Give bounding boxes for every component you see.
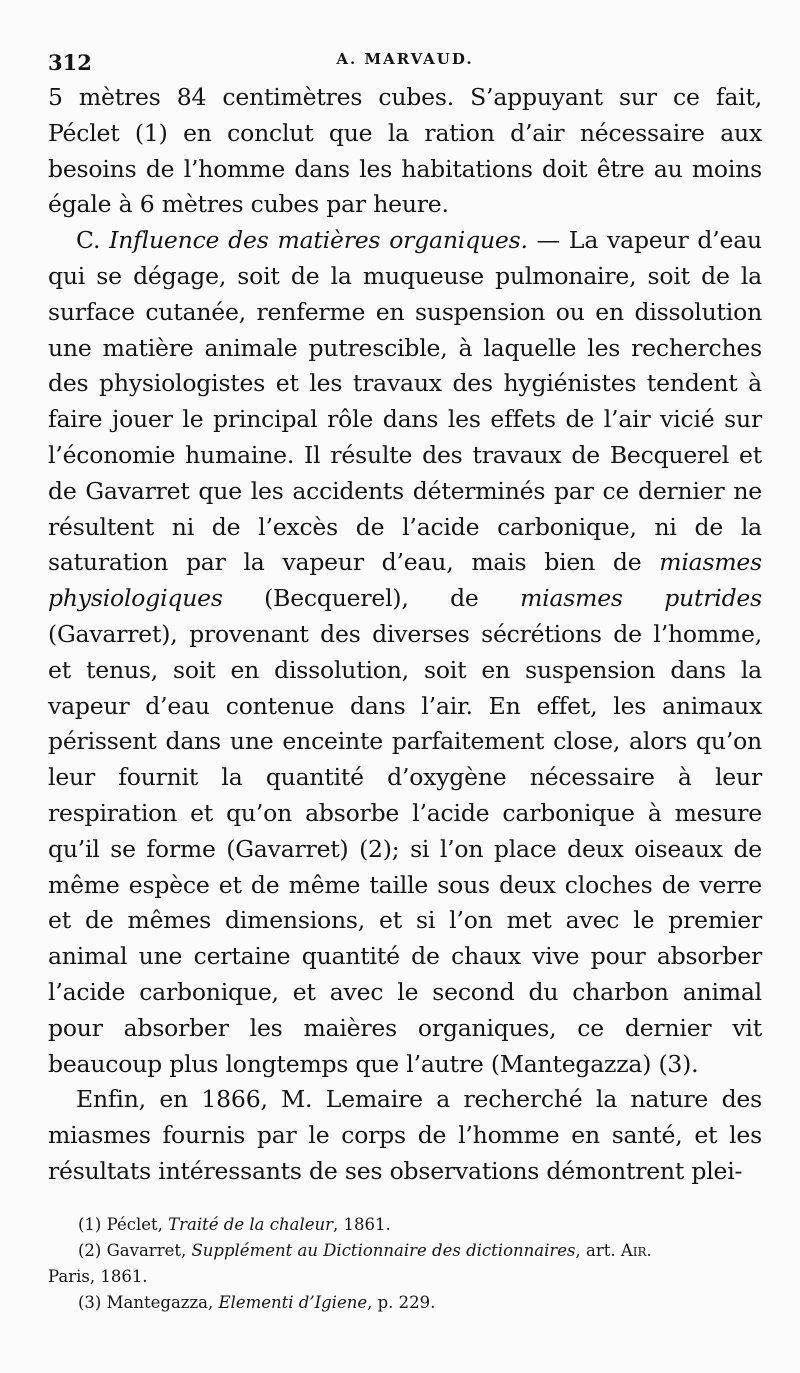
footnote-1-details: , 1861.: [333, 1214, 391, 1234]
footnote-3-author: Mantegazza,: [106, 1292, 219, 1312]
footnote-1: [48, 1212, 762, 1238]
paragraph-2-text-a: — La vapeur d’eau qui se dégage, soit de la muqueuse pulmonaire, soit de la surface cutanée, renferme en suspension ou en dissolution une matière animale putrescible, à laquelle les recherches des physiologistes et les travaux des hygiénistes tendent à faire jouer le principal rôle dans les effets de l’air vicié sur l’économie humaine. Il résulte des travaux de Becquerel et de Gavarret que les accidents déterminés par ce dernier ne résultent ni de l’excès de l’acide carbonique, ni de la saturation par la vapeur d’eau, mais bien de: [48, 226, 762, 577]
footnote-1-number: (1): [78, 1214, 107, 1234]
running-title: A. MARVAUD.: [336, 50, 474, 68]
footnote-2-article: Air: [620, 1240, 647, 1260]
paragraph-2: [48, 223, 762, 1082]
footnote-2-continuation: Paris, 1861.: [48, 1266, 148, 1286]
paragraph-2-text-c: (Gavarret), provenant des diverses sécrétions de l’homme, et tenus, soit en dissolution, soit en suspension dans la vapeur d’eau contenue dans l’air. En effet, les animaux périssent dans une enceinte parfaitement close, alors qu’on leur fournit la quantité d’oxygène nécessaire à leur respiration et qu’on absorbe l’acide carbonique à mesure qu’il se forme (Gavarret) (2); si l’on place deux oiseaux de même espèce et de même taille sous deux cloches de verre et de mêmes dimensions, et si l’on met avec le premier animal une certaine quantité de chaux vive pour absorber l’acide carbonique, et avec le second du charbon animal pour absorber les maières organiques, ce dernier vit beaucoup plus longtemps que l’autre (Mantegazza) (3).: [48, 619, 762, 1078]
paragraph-1: 5 mètres 84 centimètres cubes. S’appuyant sur ce fait, Péclet (1) en conclut que la ration d’air nécessaire aux besoins de l’homme dans les habitations doit être au moins égale à 6 mètres cubes par heure.: [48, 83, 762, 219]
footnote-2-period: .: [646, 1240, 652, 1260]
section-label: C.: [76, 226, 110, 255]
footnote-3-details: , p. 229.: [367, 1292, 436, 1312]
footnote-3-number: (3): [78, 1292, 107, 1312]
footnote-1-title: Traité de la chaleur: [168, 1214, 333, 1234]
page-number: 312: [48, 50, 92, 75]
footnotes: [48, 1212, 762, 1316]
emphasis-miasmes-putrides: miasmes putrides: [520, 584, 762, 613]
footnote-2-details: , art.: [575, 1240, 621, 1260]
footnote-2-number: (2): [78, 1240, 107, 1260]
section-heading: Influence des matières organiques.: [109, 226, 528, 255]
footnote-3-title: Elementi d’Igiene: [218, 1292, 368, 1312]
footnote-3: [48, 1290, 762, 1316]
body-text: [48, 80, 762, 1190]
footnote-2: [48, 1238, 762, 1264]
emphasis-miasmes-physiologiques: miasmes physiologiques: [48, 548, 762, 613]
running-head: [48, 40, 762, 80]
footnote-1-author: Péclet,: [106, 1214, 169, 1234]
paragraph-2-text-b: (Becquerel), de: [222, 584, 521, 613]
paragraph-3: Enfin, en 1866, M. Lemaire a recherché la nature des miasmes fournis par le corps de l’homme en santé, et les résultats intéressants de ses observations démontrent plei-: [48, 1085, 762, 1185]
footnote-2-title: Supplément au Dictionnaire des dictionnaires: [191, 1240, 576, 1260]
footnote-2-author: Gavarret,: [106, 1240, 192, 1260]
